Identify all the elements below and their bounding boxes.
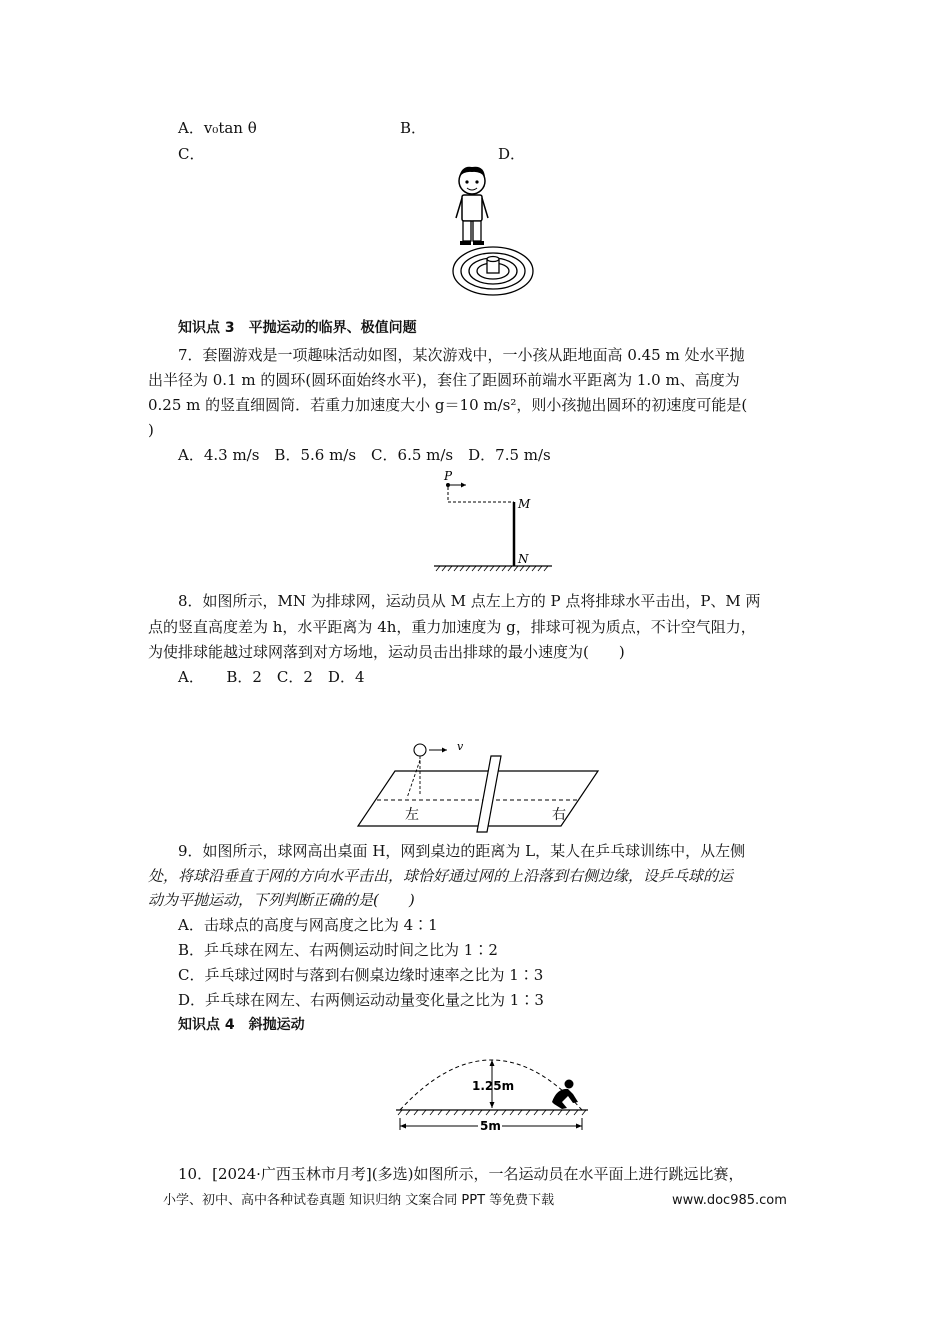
q8-line-2: 点的竖直高度差为 h，水平距离为 4h，重力加速度为 g，排球可视为质点，不计空气阻力， [148, 618, 756, 636]
q9-option-b: B．乒乓球在网左、右两侧运动时间之比为 1∶2 [178, 941, 498, 959]
label-left: 左 [405, 807, 419, 823]
q9-line-1: 9．如图所示，球网高出桌面 H，网到桌边的距离为 L，某人在乒乓球训练中，从左侧 [178, 842, 746, 860]
q9-line-2: 处，将球沿垂直于网的方向水平击出，球恰好通过网的上沿落到右侧边缘，设乒乓球的运 [148, 867, 734, 885]
q9-option-d: D．乒乓球在网左、右两侧运动动量变化量之比为 1∶3 [178, 991, 544, 1009]
q6-option-a: A．v₀tan θ [178, 119, 257, 137]
section-4-title: 知识点 4 斜抛运动 [178, 1017, 305, 1033]
label-distance: 5m [480, 1119, 501, 1133]
volleyball-net-figure [430, 468, 560, 573]
q7-line-1: 7．套圈游戏是一项趣味活动如图，某次游戏中，一小孩从距地面高 0.45 m 处水平抛 [178, 346, 745, 364]
label-n: N [518, 552, 529, 566]
ring-toss-figure [440, 163, 540, 298]
label-height: 1.25m [472, 1079, 515, 1093]
q6-option-d: D． [498, 145, 526, 163]
table-tennis-figure [355, 738, 600, 833]
q10-line-1: 10．[2024·广西玉林市月考](多选)如图所示，一名运动员在水平面上进行跳远比赛， [178, 1165, 744, 1183]
q7-line-2: 出半径为 0.1 m 的圆环(圆环面始终水平)，套住了距圆环前端水平距离为 1.0 m、高度为 [148, 371, 740, 389]
q6-option-b: B． [400, 119, 427, 137]
label-p: P [444, 469, 453, 483]
label-right: 右 [552, 807, 566, 823]
label-m: M [518, 497, 531, 511]
footer-text: 小学、初中、高中各种试卷真题 知识归纳 文案合同 PPT 等免费下载 [163, 1193, 555, 1208]
q9-line-3: 动为平抛运动，下列判断正确的是( ) [148, 891, 415, 909]
label-v: v [457, 740, 464, 753]
long-jump-figure [392, 1050, 592, 1134]
q9-option-a: A．击球点的高度与网高度之比为 4∶1 [178, 916, 438, 934]
q8-line-1: 8．如图所示，MN 为排球网，运动员从 M 点左上方的 P 点将排球水平击出，P、M 两 [178, 592, 761, 610]
q8-options: A． B．2 C．2 D．4 [178, 668, 365, 686]
q7-line-4: ) [148, 421, 154, 439]
q9-option-c: C．乒乓球过网时与落到右侧桌边缘时速率之比为 1∶3 [178, 966, 544, 984]
footer-url[interactable]: www.doc985.com [672, 1193, 787, 1208]
q6-option-c: C． [178, 145, 205, 163]
q7-options: A．4.3 m/s B．5.6 m/s C．6.5 m/s D．7.5 m/s [178, 446, 551, 464]
q7-line-3: 0.25 m 的竖直细圆筒．若重力加速度大小 g＝10 m/s²，则小孩抛出圆环的初速度可能是( [148, 396, 748, 414]
q8-line-3: 为使排球能越过球网落到对方场地，运动员击出排球的最小速度为( ) [148, 643, 625, 661]
section-3-title: 知识点 3 平抛运动的临界、极值问题 [178, 320, 417, 336]
